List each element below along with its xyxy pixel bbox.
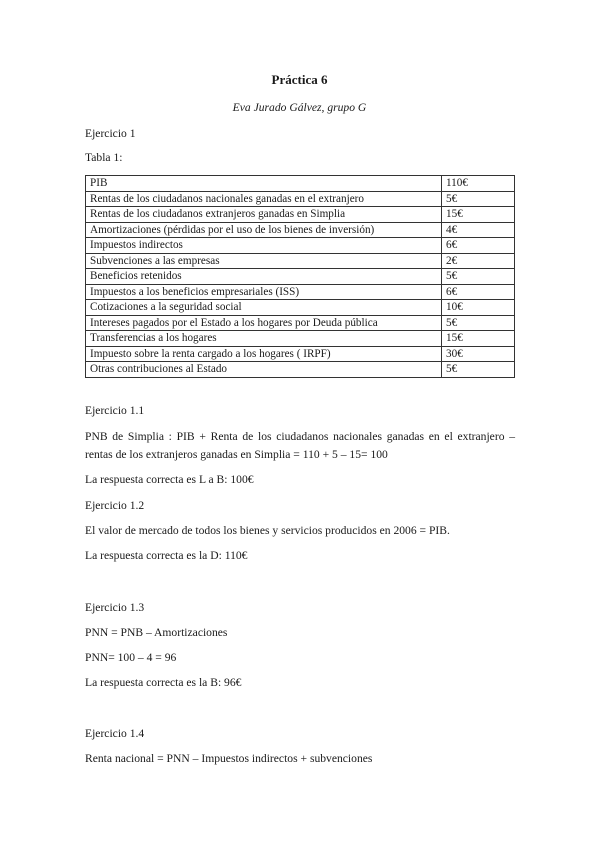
row-value: 4€ [442,222,515,238]
table-row [86,315,515,331]
row-value: 110€ [442,176,515,192]
table-row [86,253,515,269]
table-row [86,238,515,254]
row-value: 6€ [442,238,515,254]
row-value: 10€ [442,300,515,316]
row-value: 5€ [442,269,515,285]
row-label: Cotizaciones a la seguridad social [86,300,442,316]
document-title: Práctica 6 [271,72,328,87]
row-value: 5€ [442,191,515,207]
row-value: 6€ [442,284,515,300]
exercise-1-4-line-1: Renta nacional = PNN – Impuestos indirectos + subvenciones [85,752,373,765]
table-row [86,284,515,300]
row-label: Impuestos a los beneficios empresariales (ISS) [86,284,442,300]
row-label: Otras contribuciones al Estado [86,362,442,378]
row-label: Rentas de los ciudadanos extranjeros ganadas en Simplia [86,207,442,223]
exercise-1-2-heading: Ejercicio 1.2 [85,499,145,512]
table-row [86,207,515,223]
table-caption: Tabla 1: [85,151,123,164]
row-label: Rentas de los ciudadanos nacionales ganadas en el extranjero [86,191,442,207]
row-value: 15€ [442,207,515,223]
row-label: PIB [86,176,442,192]
row-label: Subvenciones a las empresas [86,253,442,269]
row-value: 5€ [442,315,515,331]
exercise-1-3-line-1: PNN = PNB – Amortizaciones [85,626,228,639]
table-row [86,269,515,285]
row-label: Impuesto sobre la renta cargado a los hogares ( IRPF) [86,346,442,362]
table-row [86,300,515,316]
data-table [85,175,515,378]
exercise-1-3-heading: Ejercicio 1.3 [85,601,145,614]
table-row [86,222,515,238]
exercise-1-3-answer: La respuesta correcta es la B: 96€ [85,676,242,689]
row-value: 5€ [442,362,515,378]
row-value: 15€ [442,331,515,347]
exercise-1-2-text: El valor de mercado de todos los bienes y servicios producidos en 2006 = PIB. [85,524,450,537]
row-label: Intereses pagados por el Estado a los hogares por Deuda pública [86,315,442,331]
table-row [86,362,515,378]
row-label: Beneficios retenidos [86,269,442,285]
exercise-1-1-text: PNB de Simplia : PIB + Renta de los ciudadanos nacionales ganadas en el extranjero – rentas de los extranjeros ganadas en Simplia = 110 + 5 – 15= 100 [85,430,515,461]
row-label: Amortizaciones (pérdidas por el uso de los bienes de inversión) [86,222,442,238]
table-row [86,346,515,362]
row-value: 30€ [442,346,515,362]
exercise-1-4-heading: Ejercicio 1.4 [85,727,145,740]
data-table-body [86,176,515,378]
exercise-1-2-answer: La respuesta correcta es la D: 110€ [85,549,248,562]
row-value: 2€ [442,253,515,269]
row-label: Transferencias a los hogares [86,331,442,347]
table-row [86,331,515,347]
row-label: Impuestos indirectos [86,238,442,254]
exercise-1-heading: Ejercicio 1 [85,127,136,140]
exercise-1-1-answer: La respuesta correcta es L a B: 100€ [85,473,254,486]
table-row [86,191,515,207]
document-author: Eva Jurado Gálvez, grupo G [232,101,367,114]
table-row [86,176,515,192]
exercise-1-1-heading: Ejercicio 1.1 [85,404,145,417]
exercise-1-3-line-2: PNN= 100 – 4 = 96 [85,651,177,664]
